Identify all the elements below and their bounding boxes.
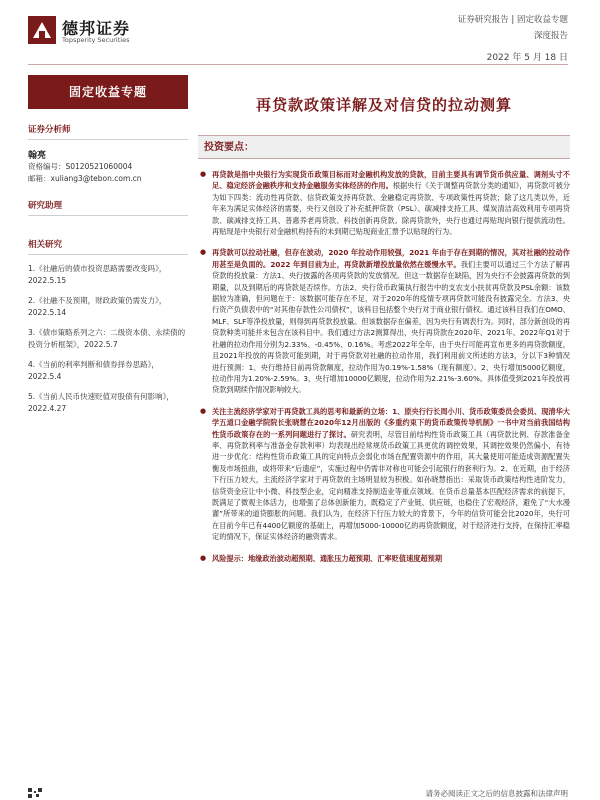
related-item[interactable]: 5.《当前人民币快速贬值对股债有何影响》，2022.4.27	[28, 392, 174, 413]
risk-warning: 风险提示：地缘政治波动超预期、通胀压力超预期、汇率贬值速度超预期	[212, 553, 443, 563]
key-point-paragraph	[198, 169, 570, 237]
related-item[interactable]: 2.《社融不及预期，财政政策仍需发力》，2022.5.14	[28, 296, 167, 317]
analyst-name: 翰亮	[28, 151, 47, 161]
bullet-icon: ●	[200, 553, 207, 562]
report-date: 2022 年 5 月 18 日	[486, 53, 568, 63]
related-item[interactable]: 4.《当前的利率判断和债券择券思路》，2022.5.4	[28, 360, 159, 381]
paragraph-body: 研究表明，尽管目前结构性货币政策工具（再贷款比例、存款准备金率、再贷款利率与准备金存款利率）均表现出经常规货币政策工具更优的调控效果，其调控效果仍然偏小，有待进一步优化：结构性货币政策工具的定向特点会弱化市场在配置资源中的作用，其大量使用可能造成资源配置失衡及市场扭曲，或将带来“后遗症”，实施过程中仍需非对称也可能会引起银行的套利行为。2、在近期，由于经济下行压力较大，主流经济学家对于再贷款的主场明显较为积极。如孙晓慧指出：采取货币政策结构性进阶发力，信贷资金应让中小微、科技型企业，定向精准支持制造业等重点领域。在货币总量基本匹配经济需求的前提下，既满足了微观主体活力，也增强了总体创新能力，既稳定了产业链、供应链，也稳住了宏观经济，避免了“大水漫灌”所带来的道贷膨胀的问题。我们认为，在经济下行压力较大的背景下，今年的信贷可能会比2020年，央行可在目前今年已有4400亿额度的基础上，再增加5000-10000亿的再贷款额度，对于经济进行支持，在保持汇率稳定的情况下，保证实体经济的融资需求。	[212, 429, 570, 542]
bullet-icon: ●	[200, 248, 207, 257]
qr-code-icon	[28, 788, 42, 798]
key-points-bar: 投资要点：	[198, 135, 570, 159]
main-content	[198, 75, 570, 564]
analyst-cert: 资格编号：S0120521060004	[28, 162, 133, 171]
assistant-heading: 研究助理	[28, 199, 188, 216]
paragraph-body: 我们主要可以通过三个方法了解再贷款的投放量：方法1、央行披露的各项再贷款的发放情况。但这一数据存在缺陷，因为央行不会披露再贷款的到期量，以及到期后的再贷款是否续作。方法2、央行货币政策执行报告中的支农支小扶贫再贷款及PSL余额：该数据较为准确，但问题在于：该数据可能存在不足，对于2020年的疫情专项再贷款可能没有披露完全。方法3、央行资产负债表中的“对其他存款性公司债权”，该科目包括整个央行对于商业银行债权。通过该科目我们在OMO、MLF、SLF等净投放量，则得到再贷款投放量。但该数据存在偏差，因为央行有调表行为。同时，部分新创设的再贷款种类可能并未包含在该科目中。我们通过方法2测算得出，央行再贷款在2020年、2021年、2022年Q1对于社融的拉动作用分别为2.33%、-0.45%、0.16%。考虑2022年全年，由于央行可能再宣布更多的再贷款额度，且2021年投放的再贷款可能到期，对于再贷款对社融的拉动作用，我们利用前文所述的方法3，分以下3种情况进行预测：1、央行维持目前再贷款额度，拉动作用为0.19%-1.58%（现有额度）。2、央行增加5000亿额度，拉动作用为1.20%-2.59%。3、央行增加10000亿额度，拉动作用为2.21%-3.60%。具体值受到2021年投放再贷款到期续作情况影响较大。	[212, 259, 570, 395]
related-item[interactable]: 1.《社融后的债市投资思路需要改变吗》，2022.5.15	[28, 264, 167, 285]
key-point-paragraph	[198, 406, 570, 543]
report-category	[458, 12, 568, 44]
topic-box: 固定收益专题	[28, 75, 188, 109]
logo-text-en: Topsperity Securities	[62, 36, 130, 44]
paragraph-lead: 再贷款是指中央银行为实现货币政策目标而对金融机构发放的贷款，目前主要具有调节货币供应量、调剂头寸不足、稳定经济金融秩序和支持金融服务实体经济的作用。	[212, 170, 570, 191]
related-item[interactable]: 3.《债市策略系列之六：二级资本债、永续债的投资分析框架》，2022.5.7	[28, 328, 186, 349]
brand-logo	[28, 14, 148, 50]
logo-text-cn: 德邦证券	[62, 19, 131, 38]
document-title: 再贷款政策详解及对信贷的拉动测算	[255, 96, 512, 114]
bullet-icon: ●	[200, 170, 207, 178]
report-subtype: 深度报告	[533, 31, 568, 41]
related-heading: 相关研究	[28, 238, 188, 255]
related-list	[28, 263, 188, 415]
analyst-email: 邮箱：xuliang3@tebon.com.cn	[28, 174, 142, 183]
key-point-paragraph	[198, 247, 570, 395]
bullet-icon: ●	[200, 406, 207, 415]
report-type: 证券研究报告 | 固定收益专题	[457, 15, 568, 25]
left-sidebar	[28, 75, 188, 423]
risk-paragraph	[198, 553, 570, 564]
logo-mark-icon	[28, 16, 56, 44]
assistant-blank	[28, 216, 188, 224]
analyst-heading: 证券分析师	[28, 123, 188, 140]
paragraph-lead: 关注主流经济学家对于再贷款工具的思考和最新的立场：1、原央行行长周小川、货币政策委员会委员、现清华大学五道口金融学院院长张晓慧在2020年12月出版的《多重约束下的货币政策传导机制》一书中对当前我国结构性货币政策存在的一系列问题进行了探讨。	[212, 406, 570, 439]
header-divider	[28, 64, 568, 65]
paragraph-lead: 再贷款可以拉动社融，但存在波动，2020 年拉动作用较强，2021 年由于存在到期的情况，其对社融的拉动作用甚至是负面的。2022 年到目前为止，再贷款新增投放量依然在缓慢水平。	[212, 248, 570, 269]
footer-disclaimer: 请务必阅读正文之后的信息披露和法律声明	[425, 789, 568, 798]
paragraph-body: 根据央行《关于调整再贷款分类的通知》，再贷款可被分为如下四类：流动性再贷款、信贷政策支持再贷款、金融稳定再贷款、专项政策性再贷款；除了这几类以外，近年来为满足实体经济的需要，央行又创设了补充抵押贷款（PSL）、碳减排支持工具、煤炭清洁高效利用专项再贷款、碳减排支持工具、普惠养老再贷款、科技创新再贷款。除再贷款外，央行也通过再贴现向银行提供流动性。再贴现是中央银行对金融机构持有的未到期已贴现商业汇票予以贴现的行为。	[212, 181, 570, 237]
